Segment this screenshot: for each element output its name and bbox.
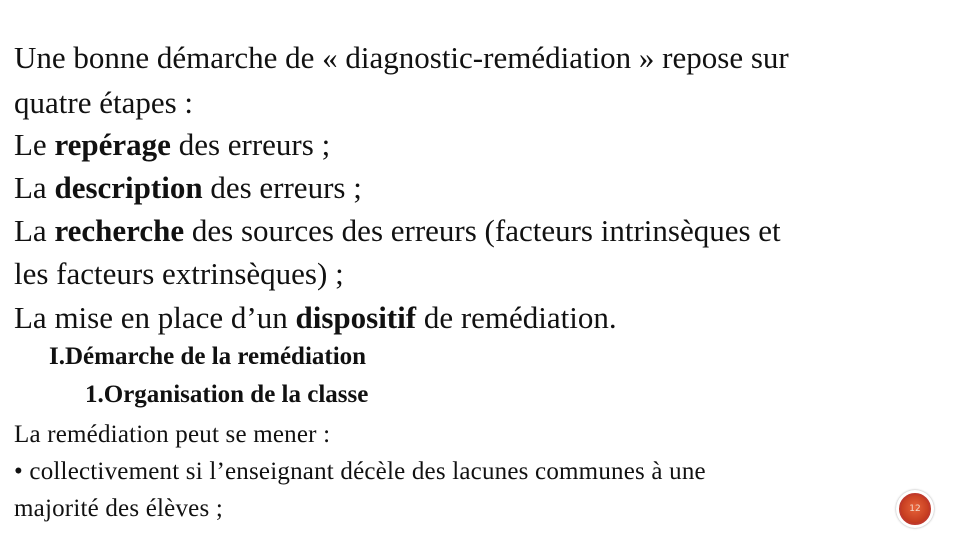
step-prefix: La mise en place d’un — [14, 300, 296, 335]
step-prefix: Le — [14, 127, 55, 162]
intro-line-2: quatre étapes : — [14, 85, 194, 120]
body-bullet-line: • collectivement si l’enseignant décèle des lacunes communes à une — [14, 458, 706, 485]
page-number: 12 — [909, 504, 921, 514]
step-recherche — [14, 213, 781, 249]
intro-line-1: Une bonne démarche de « diagnostic-remédiation » repose sur — [14, 40, 789, 75]
body-line-1: La remédiation peut se mener : — [14, 421, 331, 448]
step-keyword: dispositif — [295, 300, 417, 335]
step-recherche-continuation: les facteurs extrinsèques) ; — [14, 256, 344, 291]
step-description — [14, 170, 362, 206]
step-keyword: repérage — [54, 127, 171, 162]
section-heading: I.Démarche de la remédiation — [49, 343, 367, 370]
step-keyword: description — [54, 170, 203, 205]
subsection-heading: 1.Organisation de la classe — [85, 381, 369, 408]
step-suffix: des erreurs ; — [202, 170, 362, 205]
step-prefix: La — [14, 213, 55, 248]
step-dispositif — [14, 300, 617, 336]
step-prefix: La — [14, 170, 55, 205]
step-suffix: des erreurs ; — [170, 127, 331, 162]
page-number-badge — [896, 490, 934, 528]
step-suffix: des sources des erreurs (facteurs intrinsèques et — [184, 213, 781, 248]
step-keyword: recherche — [54, 213, 185, 248]
step-reperage — [14, 127, 330, 163]
step-suffix: de remédiation. — [416, 300, 617, 335]
body-bullet-continuation: majorité des élèves ; — [14, 495, 223, 522]
